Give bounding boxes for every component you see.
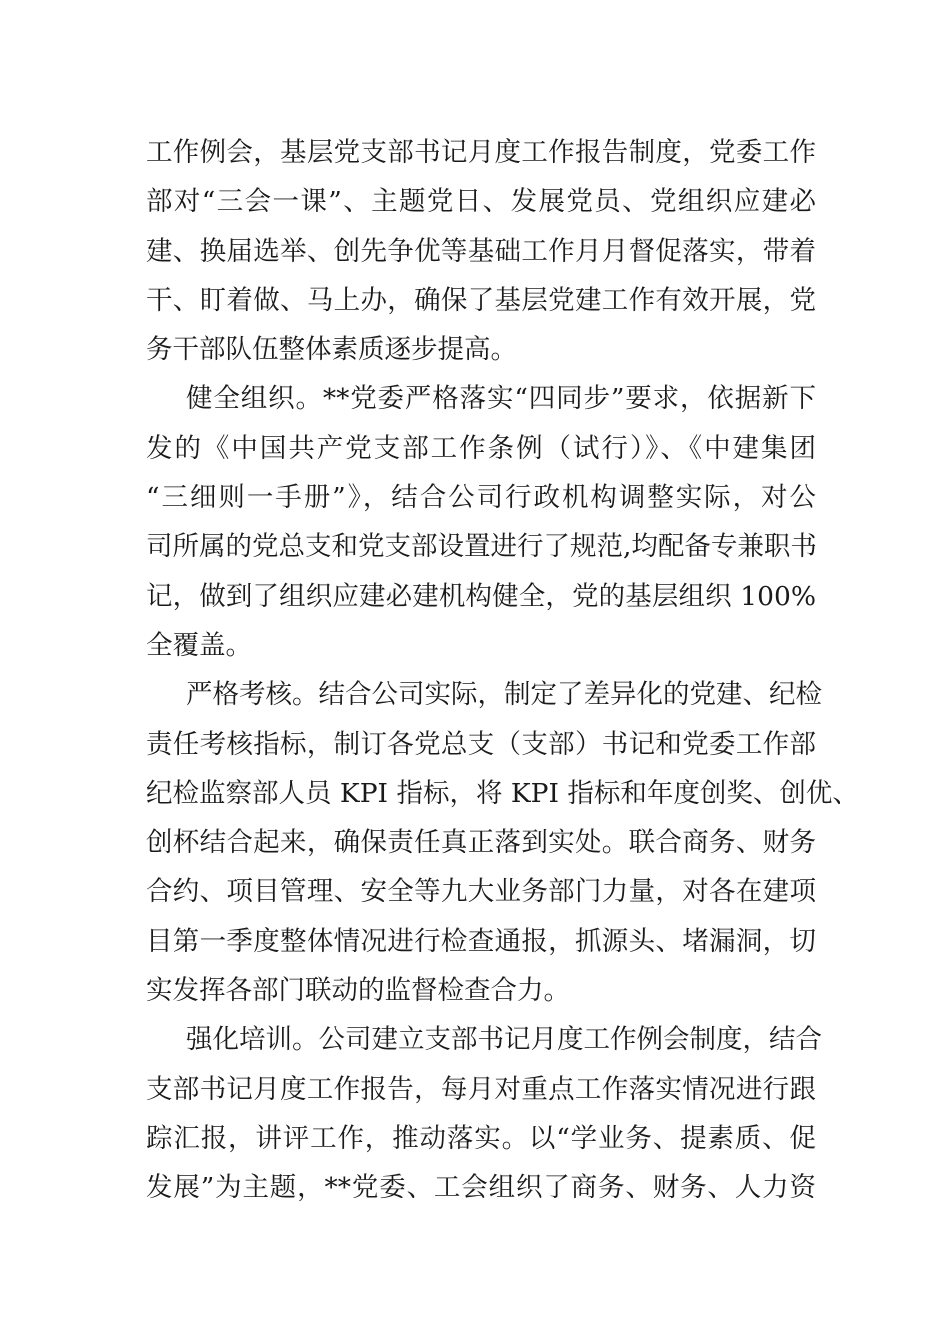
text-line: 司所属的党总支和党支部设置进行了规范,均配备专兼职书 [146,531,817,563]
text-line: 目第一季度整体情况进行检查通报，抓源头、堵漏洞，切 [146,925,816,957]
paragraph-assessment [146,670,859,1015]
text-line: 发展”为主题，**党委、工会组织了商务、财务、人力资 [146,1172,816,1204]
text-line: 支部书记月度工作报告，每月对重点工作落实情况进行跟 [146,1073,816,1105]
paragraph-work-meeting [146,128,816,374]
text-line: 严格考核。结合公司实际，制定了差异化的党建、纪检 [186,679,822,711]
text-line: 纪检监察部人员 KPI 指标，将 KPI 指标和年度创奖、创优、 [146,777,859,809]
text-line: 创杯结合起来，确保责任真正落到实处。联合商务、财务 [146,827,816,859]
text-line: 责任考核指标，制订各党总支（支部）书记和党委工作部 [146,728,816,760]
text-line: 记，做到了组织应建必建机构健全，党的基层组织 100% [146,580,816,612]
text-line: 强化培训。公司建立支部书记月度工作例会制度，结合 [186,1024,822,1056]
text-line: 工作例会，基层党支部书记月度工作报告制度，党委工作 [146,137,816,168]
text-line: 实发挥各部门联动的监督检查合力。 [146,975,570,1007]
text-line: “三细则一手册”》，结合公司行政机构调整实际，对公 [146,482,816,514]
text-line: 务干部队伍整体素质逐步提高。 [146,334,517,366]
text-line: 全覆盖。 [146,629,252,661]
paragraph-training [146,1015,822,1212]
text-line: 部对“三会一课”、主题党日、发展党员、党组织应建必 [146,186,816,218]
text-line: 干、盯着做、马上办，确保了基层党建工作有效开展，党 [146,284,816,316]
text-line: 合约、项目管理、安全等九大业务部门力量，对各在建项 [146,876,816,908]
text-line: 发的《中国共产党支部工作条例（试行）》、《中建集团 [146,432,816,464]
text-line: 踪汇报，讲评工作，推动落实。以“学业务、提素质、促 [146,1122,816,1154]
document-body [146,128,859,1213]
paragraph-organization [146,374,816,670]
text-line: 建、换届选举、创先争优等基础工作月月督促落实，带着 [146,235,816,267]
text-line: 健全组织。**党委严格落实“四同步”要求，依据新下 [186,383,816,415]
